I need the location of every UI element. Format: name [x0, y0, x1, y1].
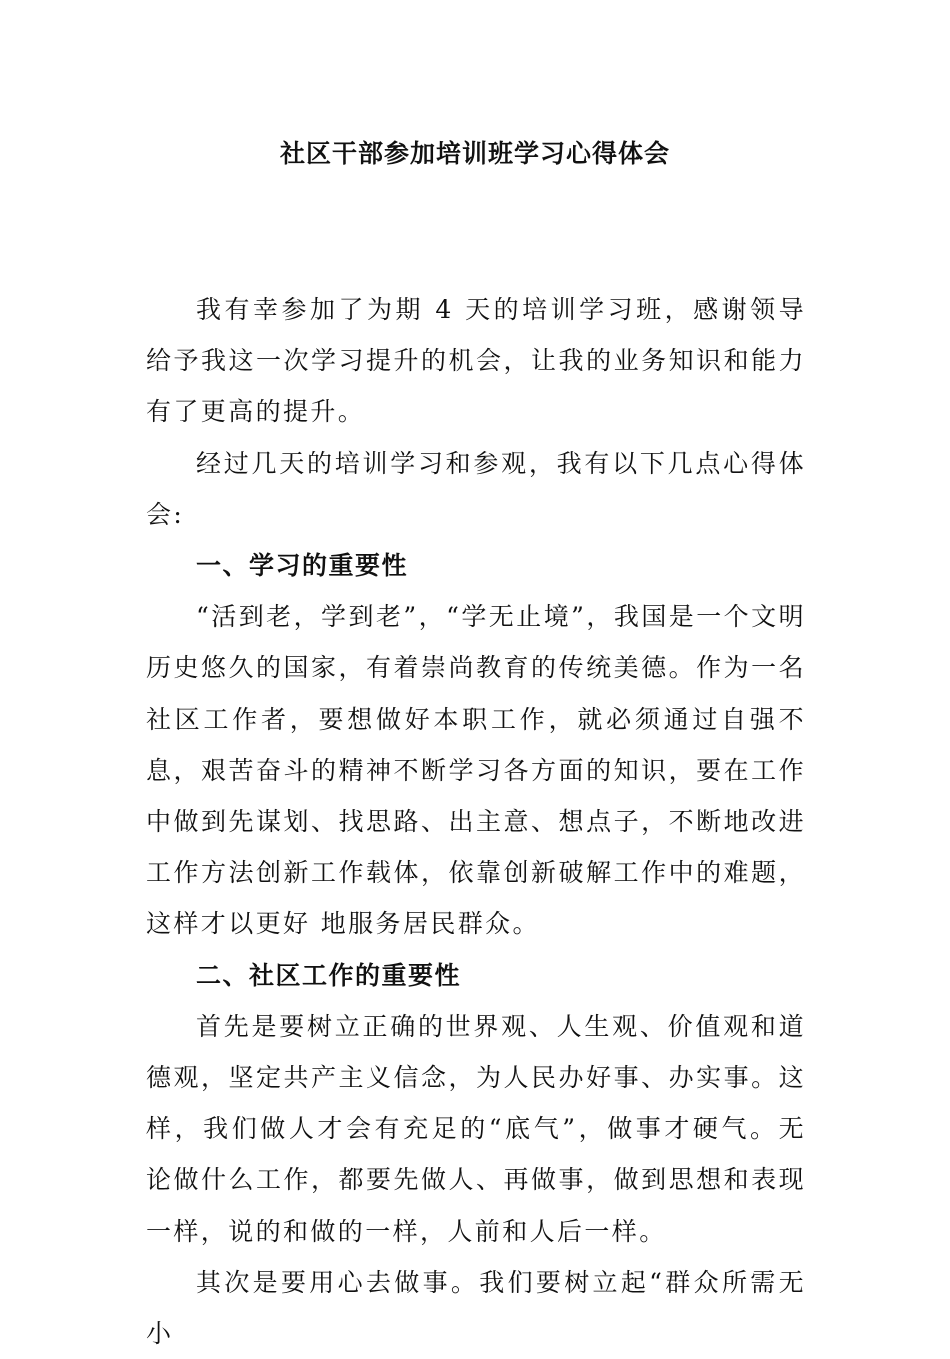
- paragraph-first: 首先是要树立正确的世界观、人生观、价值观和道德观，坚定共产主义信念，为人民办好事、办实事。这样，我们做人才会有充足的“底气”，做事才硬气。无论做什么工作，都要先做人、再做事，做到思想和表现一样，说的和做的一样，人前和人后一样。: [146, 1011, 806, 1246]
- paragraph-second: 其次是要用心去做事。我们要树立起“群众所需无小: [146, 1267, 806, 1349]
- section-heading-2: 二、社区工作的重要性: [196, 960, 462, 990]
- paragraph-summary: 经过几天的培训学习和参观，我有以下几点心得体会:: [146, 448, 806, 529]
- document-title: 社区干部参加培训班学习心得体会: [279, 139, 670, 168]
- section-heading-1: 一、学习的重要性: [196, 551, 409, 581]
- document-body: [146, 284, 806, 1359]
- paragraph-learning: “活到老，学到老”，“学无止境”，我国是一个文明历史悠久的国家，有着崇尚教育的传统美德。作为一名社区工作者，要想做好本职工作，就必须通过自强不息，艰苦奋斗的精神不断学习各方面的知识，要在工作中做到先谋划、找思路、出主意、想点子，不断地改进工作方法创新工作载体，依靠创新破解工作中的难题，这样才以更好 地服务居民群众。: [146, 602, 806, 939]
- paragraph-intro: 我有幸参加了为期 4 天的培训学习班，感谢领导给予我这一次学习提升的机会，让我的业务知识和能力有了更高的提升。: [146, 295, 806, 427]
